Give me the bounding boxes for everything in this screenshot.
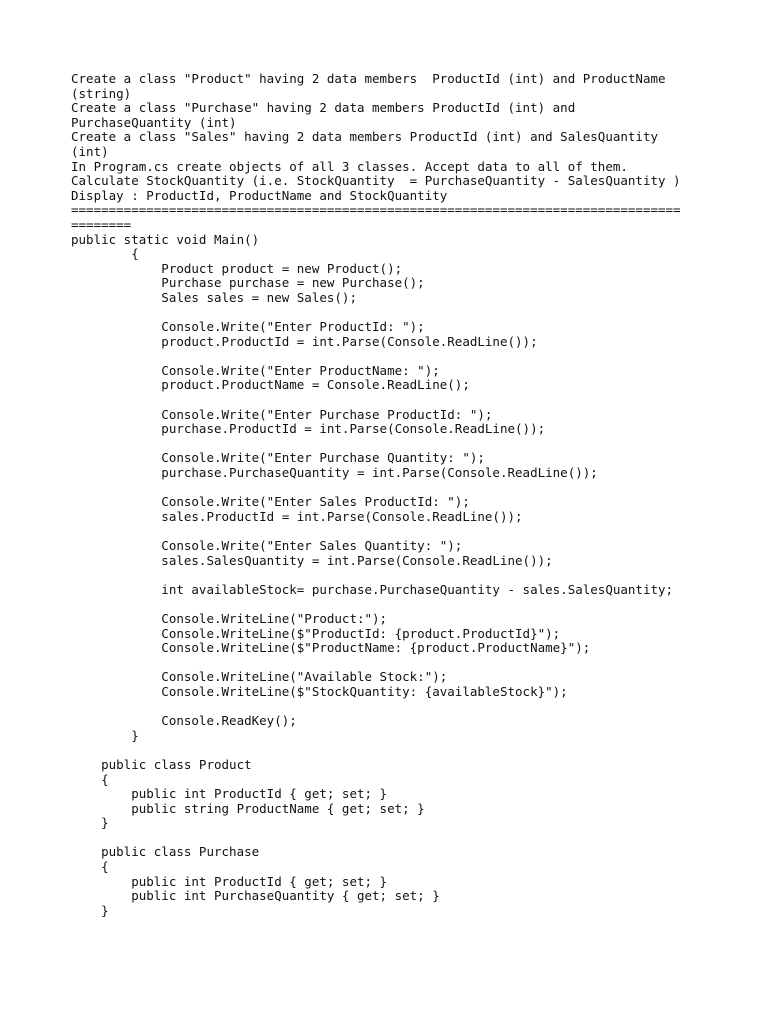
blank-line [71,831,711,846]
code-line: Console.WriteLine($"StockQuantity: {availableStock}"); [71,683,568,699]
code-line: public string ProductName { get; set; } [71,800,425,816]
code-line: Console.Write("Enter ProductId: "); [71,319,425,335]
code-line: Console.Write("Enter ProductName: "); [71,362,440,378]
text-line: PurchaseQuantity (int) [71,114,237,130]
code-line: Console.Write("Enter Purchase ProductId: "); [71,406,493,422]
code-line: purchase.ProductId = int.Parse(Console.ReadLine()); [71,421,546,437]
blank-line [71,481,711,496]
text-line: (int) [71,143,109,159]
code-line: Console.WriteLine($"ProductId: {product.ProductId}"); [71,625,561,641]
blank-line [71,700,711,715]
code-line: Console.WriteLine("Product:"); [71,610,388,626]
separator-line: ================================================================================= [71,202,681,218]
code-line: Console.WriteLine($"ProductName: {product.ProductName}"); [71,640,591,656]
code-line: public class Purchase [71,844,260,860]
document-page [71,72,711,918]
blank-line [71,306,711,321]
code-line: Console.Write("Enter Purchase Quantity: "); [71,450,485,466]
blank-line [71,597,711,612]
code-line: public int PurchaseQuantity { get; set; } [71,888,440,904]
code-line: public class Product [71,756,252,772]
text-line: Calculate StockQuantity (i.e. StockQuantity = PurchaseQuantity - SalesQuantity ) [71,173,681,189]
blank-line [71,349,711,364]
text-line: (string) [71,85,132,101]
blank-line [71,437,711,452]
text-line: Create a class "Sales" having 2 data members ProductId (int) and SalesQuantity [71,129,658,145]
code-line: product.ProductId = int.Parse(Console.ReadLine()); [71,333,538,349]
blank-line [71,743,711,758]
code-line: sales.ProductId = int.Parse(Console.ReadLine()); [71,508,523,524]
blank-line [71,393,711,408]
code-line: int availableStock= purchase.PurchaseQuantity - sales.SalesQuantity; [71,581,674,597]
text-line: Create a class "Product" having 2 data members ProductId (int) and ProductName [71,71,666,86]
blank-line [71,656,711,671]
code-line: public int ProductId { get; set; } [71,786,388,802]
code-line: { [71,246,139,262]
code-line: } [71,815,109,831]
code-line: Product product = new Product(); [71,260,403,276]
code-line: { [71,771,109,787]
code-line: public static void Main() [71,231,260,247]
code-line: } [71,902,109,918]
code-line: public int ProductId { get; set; } [71,873,388,889]
blank-line [71,568,711,583]
code-line: purchase.PurchaseQuantity = int.Parse(Console.ReadLine()); [71,465,598,481]
code-line: Purchase purchase = new Purchase(); [71,275,425,291]
code-line: Console.WriteLine("Available Stock:"); [71,669,448,685]
text-line: Display : ProductId, ProductName and StockQuantity [71,187,448,203]
code-line: Console.Write("Enter Sales Quantity: "); [71,538,463,553]
code-line: product.ProductName = Console.ReadLine(); [71,377,470,393]
code-line: sales.SalesQuantity = int.Parse(Console.ReadLine()); [71,552,553,568]
text-line: In Program.cs create objects of all 3 classes. Accept data to all of them. [71,158,628,174]
code-line: } [71,727,139,743]
text-line: Create a class "Purchase" having 2 data members ProductId (int) and [71,100,576,116]
code-line: Sales sales = new Sales(); [71,289,357,305]
code-line: Console.ReadKey(); [71,713,297,729]
code-line: Console.Write("Enter Sales ProductId: "); [71,494,470,510]
blank-line [71,524,711,539]
separator-line: ======== [71,216,132,232]
code-line: { [71,859,109,875]
